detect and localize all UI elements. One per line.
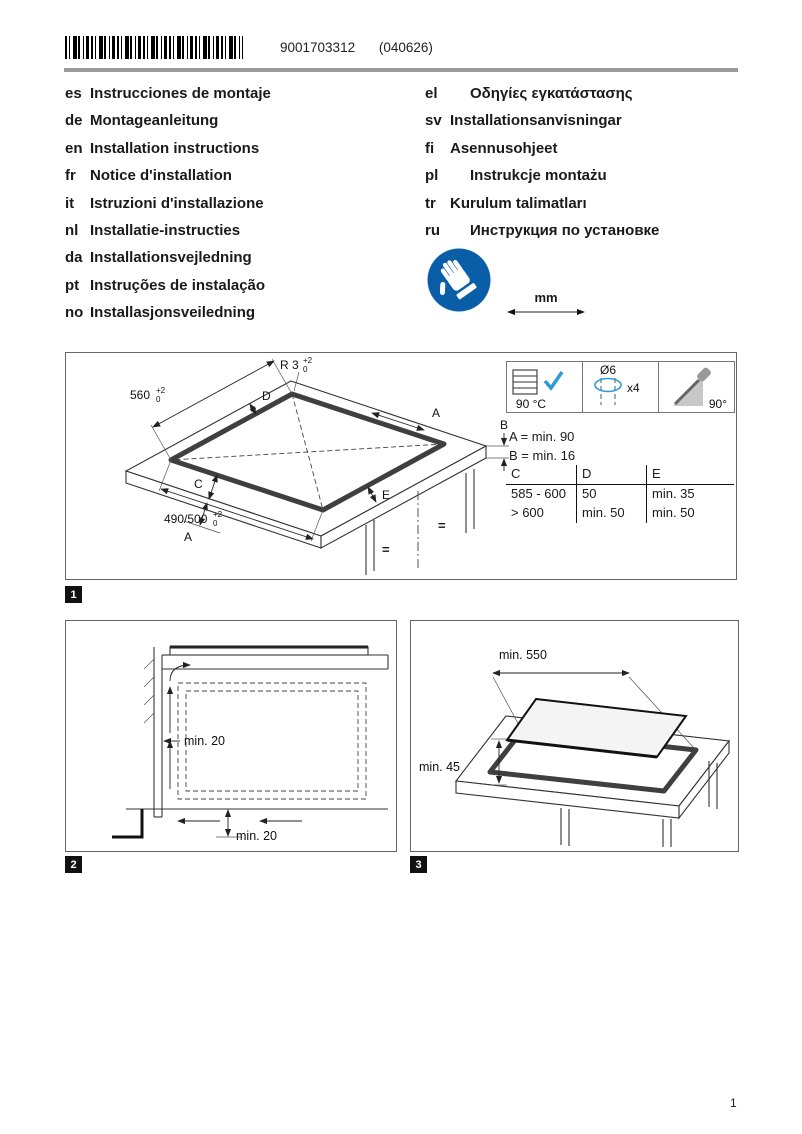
page-number: 1 [730,1096,737,1110]
lang-code: it [65,194,75,212]
language-row [65,135,271,162]
svg-text:+2: +2 [156,386,166,395]
lang-code: en [65,139,83,157]
unit-arrow-icon [504,305,588,318]
lang-label: Istruzioni d'installazione [90,194,264,212]
table-header-cell: C [506,465,576,485]
equal-mark: = [382,542,390,557]
dim-radius-label: R 3 [280,358,299,372]
clearance-table [506,465,734,523]
clearance-notes [509,427,575,465]
language-row [65,272,271,299]
language-row [65,217,271,244]
table-cell: > 600 [511,505,544,520]
note-a: A = min. 90 [509,429,575,444]
language-list-left [65,80,271,327]
lang-label: Instrukcje montażu [470,167,607,185]
svg-text:90°: 90° [708,397,727,411]
drill-template-icon [582,362,658,412]
lang-label: Инструкция по установке [470,222,660,240]
lang-code: de [65,112,83,130]
language-row [425,190,659,217]
unit-label: mm [534,290,558,305]
print-code: (040626) [378,40,433,55]
letter-a: A [184,530,193,544]
svg-text:Ø6: Ø6 [599,363,617,377]
language-row [425,162,659,189]
lang-label: Montageanleitung [90,112,219,130]
table-cell: 50 [576,485,646,504]
svg-text:90 °C: 90 °C [515,397,547,411]
lang-code: nl [65,222,79,240]
temp-check-icon [507,362,582,412]
figure3-panel [410,620,739,852]
screwdriver-icon [658,362,734,412]
language-row [425,135,659,162]
lang-label: Instruções de instalação [90,276,266,294]
lang-code: pt [65,276,80,294]
unit-block [504,290,588,323]
figure-badge-2: 2 [65,856,82,873]
figure1-panel [65,352,737,580]
table-cell: min. 50 [576,504,646,523]
figure-badge-1: 1 [65,586,82,603]
table-cell: min. 35 [646,485,734,504]
language-list-right [425,80,659,244]
svg-text:x4: x4 [627,381,640,395]
lang-code: pl [425,167,439,185]
language-row [65,80,271,107]
table-header-cell: E [646,465,734,485]
lang-label: Οδηγίες εγκατάστασης [470,85,633,102]
lang-label: Installatie-instructies [90,222,241,240]
lang-code: fr [65,167,76,185]
depth-label: min. 45 [419,760,460,774]
language-row [425,107,659,134]
language-row [65,299,271,326]
lang-code: sv [425,112,442,130]
language-row [425,217,659,244]
lang-label: Installationsvejledning [90,249,252,267]
barcode-image [65,36,243,59]
table-header-cell: D [576,465,646,485]
hob-insert-diagram [411,621,736,849]
svg-text:0: 0 [213,519,218,528]
lang-label: Instrucciones de montaje [90,85,271,102]
figure2-panel [65,620,397,852]
language-row [65,107,271,134]
lang-code: tr [425,194,436,212]
width-label: min. 550 [499,648,547,662]
svg-text:+2: +2 [303,356,313,365]
cutout-diagram [66,353,516,577]
ventilation-diagram [66,621,394,849]
gloves-mandatory-icon [425,246,493,319]
language-row [425,80,659,107]
language-row [65,244,271,271]
lang-code: da [65,249,83,267]
lang-code: es [65,85,82,102]
svg-text:+2: +2 [213,510,223,519]
language-row [65,162,271,189]
document-code-line [280,40,433,55]
letter-a: A [432,406,441,420]
svg-text:0: 0 [303,365,308,374]
lang-label: Installation instructions [90,139,260,157]
lang-label: Installasjonsveiledning [90,304,256,322]
note-b: B = min. 16 [509,448,576,463]
lang-label: Installationsanvisningar [450,112,622,130]
dim-depth-label: 490/500 [164,512,208,526]
lang-label: Asennusohjeet [450,139,558,157]
lang-code: ru [425,222,440,240]
lang-code: fi [425,139,435,157]
language-row [65,190,271,217]
table-cell: 585 - 600 [511,486,566,501]
lang-label: Kurulum talimatları [450,194,587,212]
equal-mark: = [438,518,446,533]
lang-label: Notice d'installation [90,167,232,185]
doc-number: 9001703312 [280,40,356,55]
table-cell: min. 50 [646,504,734,523]
gap-side-label: min. 20 [184,734,225,748]
lang-code: el [425,85,438,102]
figure-badge-3: 3 [410,856,427,873]
letter-b: B [499,418,509,432]
lang-code: no [65,304,84,322]
letter-d: D [262,389,271,403]
divider [64,68,738,72]
dim-width-label: 560 [130,388,151,402]
svg-text:0: 0 [156,395,161,404]
letter-c: C [194,477,203,491]
letter-e: E [382,488,391,502]
gap-bottom-label: min. 20 [236,829,277,843]
install-icons [506,361,735,413]
